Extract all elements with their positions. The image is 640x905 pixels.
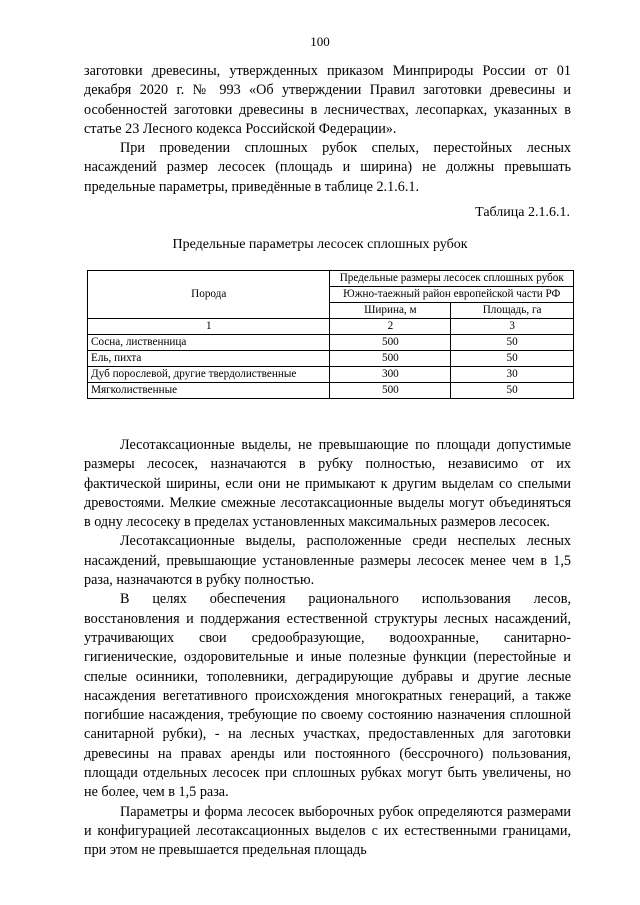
paragraph: При проведении сплошных рубок спелых, перестойных лесных насаждений размер лесосек (площадь и ширина) не должны превышать предельные параметры, приведённые в таблице 2.1.6.1. (84, 140, 571, 195)
column-number: 2 (330, 319, 451, 335)
header-limits: Предельные размеры лесосек сплошных рубок (330, 271, 574, 287)
table-row (88, 383, 574, 399)
paragraph: Лесотаксационные выделы, не превышающие по площади допустимые размеры лесосек, назначаются в рубку полностью, независимо от их фактической ширины, если они не примыкают к другим выделам со спелыми древостоями. Мелкие смежные лесотаксационные выделы могут объединяться в одну лесосеку в пределах установленных максимальных размеров лесосек. (84, 437, 571, 531)
area-cell: 30 (451, 367, 574, 383)
table-caption: Предельные параметры лесосек сплошных рубок (172, 237, 468, 252)
width-cell: 500 (330, 383, 451, 399)
area-cell: 50 (451, 351, 574, 367)
width-cell: 500 (330, 351, 451, 367)
body-text-block (84, 436, 571, 861)
paragraph: В целях обеспечения рационального использования лесов, восстановления и поддержания естественной структуры лесных насаждений, утрачивающих свои средообразующие, водоохранные, санитарно-гигиенические, оздоровительные и иные полезные функции (перестойные и спелые осинники, тополевники, деградирующие дубравы и другие лесные насаждения вегетативного происхождения многократных генераций, а также погибшие насаждения, требующие по своему состоянию назначения сплошной санитарной рубки), - на лесных участках, предоставленных для заготовки древесины на правах аренды или постоянного (бессрочного) пользования, площади отдельных лесосек при сплошных рубках могут быть увеличены, но не более, чем в 1,5 раза. (84, 591, 571, 801)
paragraph: Лесотаксационные выделы, расположенные среди неспелых лесных насаждений, превышающие установленные размеры лесосек менее чем в 1,5 раза, назначаются в рубку полностью. (84, 533, 571, 589)
paragraph: заготовки древесины, утвержденных приказом Минприроды России от 01 декабря 2020 г. № 993 «Об утверждении Правил заготовки древесины и особенностей заготовки древесины в лесничествах, лесопарках, указанных в статье 23 Лесного кодекса Российской Федерации». (84, 63, 571, 137)
breed-cell: Дуб порослевой, другие твердолиственные (88, 367, 330, 383)
header-region: Южно-таежный район европейской части РФ (330, 287, 574, 303)
breed-cell: Мягколиственные (88, 383, 330, 399)
table-row (88, 335, 574, 351)
page-number: 100 (310, 34, 330, 49)
breed-cell: Сосна, лиственница (88, 335, 330, 351)
header-width: Ширина, м (330, 303, 451, 319)
table-row (88, 367, 574, 383)
table-label: Таблица 2.1.6.1. (475, 205, 570, 220)
table-row (88, 351, 574, 367)
paragraph: Параметры и форма лесосек выборочных рубок определяются размерами и конфигурацией лесотаксационных выделов с их естественными границами, при этом не превышается предельная площадь (84, 803, 571, 859)
width-cell: 300 (330, 367, 451, 383)
area-cell: 50 (451, 335, 574, 351)
width-cell: 500 (330, 335, 451, 351)
area-cell: 50 (451, 383, 574, 399)
header-area: Площадь, га (451, 303, 574, 319)
column-number: 3 (451, 319, 574, 335)
intro-text-block (84, 62, 571, 197)
column-number: 1 (88, 319, 330, 335)
header-breed: Порода (88, 271, 330, 319)
limits-table (87, 270, 574, 399)
breed-cell: Ель, пихта (88, 351, 330, 367)
